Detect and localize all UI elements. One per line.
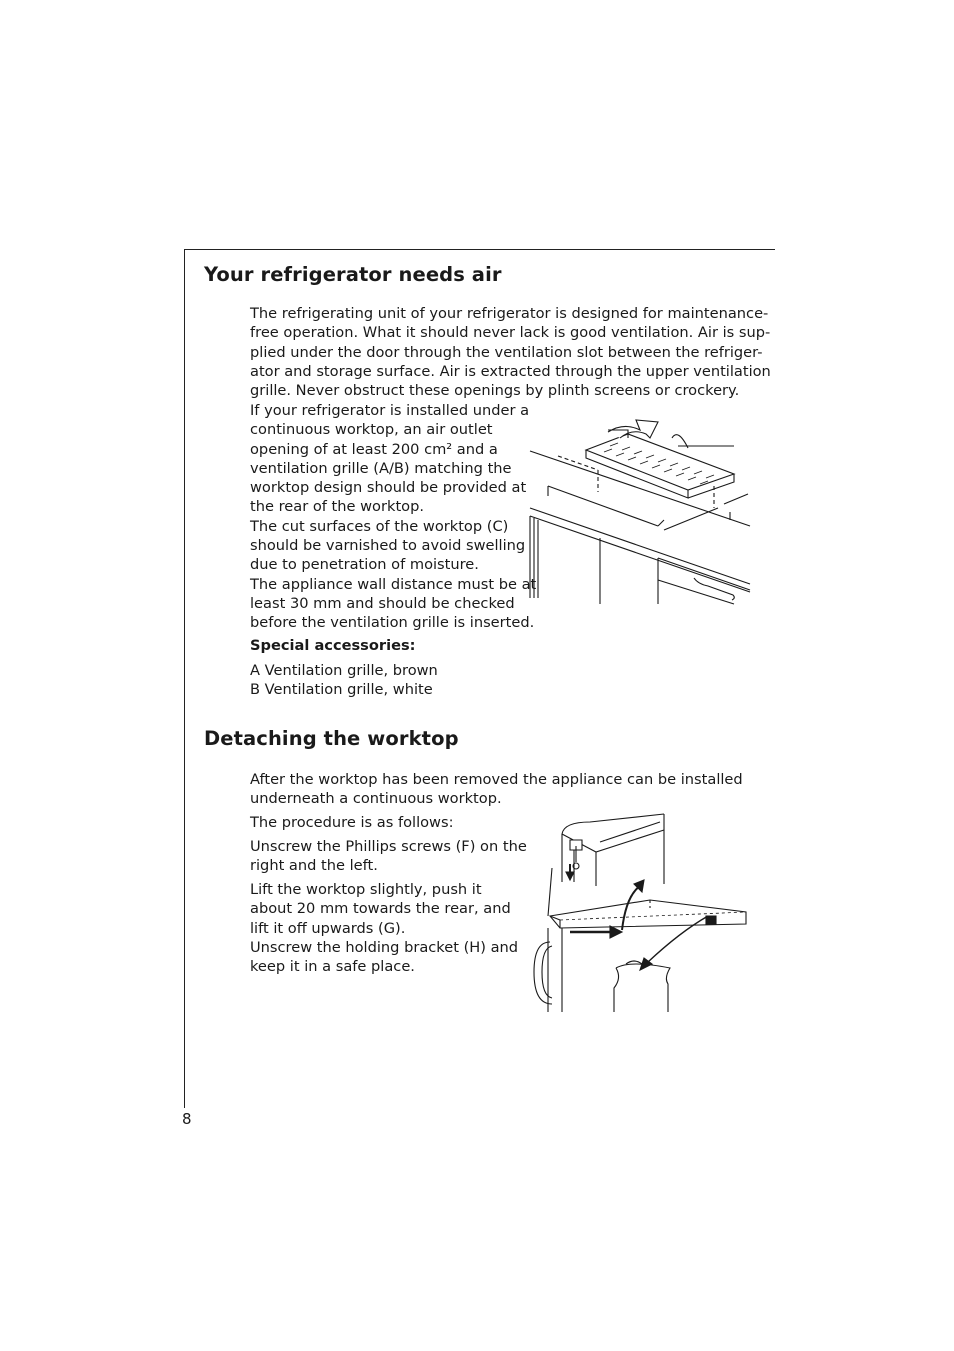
procedure-intro	[250, 813, 454, 832]
worktop-removal-illustration	[530, 812, 752, 1014]
text-line: about 20 mm towards the rear, and	[250, 900, 511, 918]
text-line: lift it off upwards (G).	[250, 919, 406, 937]
ventilation-intro-paragraph	[250, 304, 771, 400]
accessory-item: A Ventilation grille, brown	[250, 662, 438, 679]
detaching-intro-paragraph	[250, 770, 743, 809]
text-line: ventilation grille (A/B) matching the	[250, 459, 512, 477]
text-line: keep it in a safe place.	[250, 958, 415, 976]
text-line: The procedure is as follows:	[250, 814, 454, 831]
section-title-ventilation: Your refrigerator needs air	[204, 263, 502, 286]
ventilation-grille-illustration	[528, 408, 754, 608]
section-title-detaching: Detaching the worktop	[204, 727, 459, 750]
text-line: If your refrigerator is installed under a	[250, 402, 530, 419]
text-line: plied under the door through the ventilation slot between the refriger-	[250, 343, 763, 361]
text-line: before the ventilation grille is inserted.	[250, 614, 535, 632]
text-line: worktop design should be provided at	[250, 479, 527, 497]
top-rule	[184, 249, 775, 250]
text-line: free operation. What it should never lack is good ventilation. Air is sup-	[250, 324, 771, 342]
text-line: opening of at least 200 cm² and a	[250, 440, 498, 458]
text-line: The refrigerating unit of your refrigerator is designed for maintenance-	[250, 305, 769, 322]
text-line: Lift the worktop slightly, push it	[250, 881, 482, 898]
text-line: least 30 mm and should be checked	[250, 594, 515, 612]
step-unscrew-screws	[250, 837, 527, 876]
step-lift-worktop	[250, 880, 518, 976]
text-line: The appliance wall distance must be at	[250, 575, 537, 593]
left-margin-rule	[184, 249, 185, 1108]
worktop-ventilation-paragraph	[250, 401, 536, 633]
page-number: 8	[182, 1110, 192, 1128]
text-line: the rear of the worktop.	[250, 498, 424, 516]
text-line: due to penetration of moisture.	[250, 556, 479, 574]
special-accessories-heading: Special accessories:	[250, 637, 416, 654]
text-line: After the worktop has been removed the appliance can be installed	[250, 771, 743, 788]
text-line: continuous worktop, an air outlet	[250, 421, 493, 439]
text-line: underneath a continuous worktop.	[250, 790, 502, 808]
text-line: Unscrew the Phillips screws (F) on the	[250, 838, 527, 855]
text-line: The cut surfaces of the worktop (C)	[250, 517, 509, 535]
text-line: right and the left.	[250, 857, 378, 875]
text-line: ator and storage surface. Air is extracted through the upper ventilation	[250, 362, 771, 380]
text-line: grille. Never obstruct these openings by plinth screens or crockery.	[250, 382, 740, 400]
accessories-list	[250, 661, 438, 700]
accessory-item: B Ventilation grille, white	[250, 681, 433, 699]
text-line: should be varnished to avoid swelling	[250, 537, 526, 555]
text-line: Unscrew the holding bracket (H) and	[250, 938, 519, 956]
